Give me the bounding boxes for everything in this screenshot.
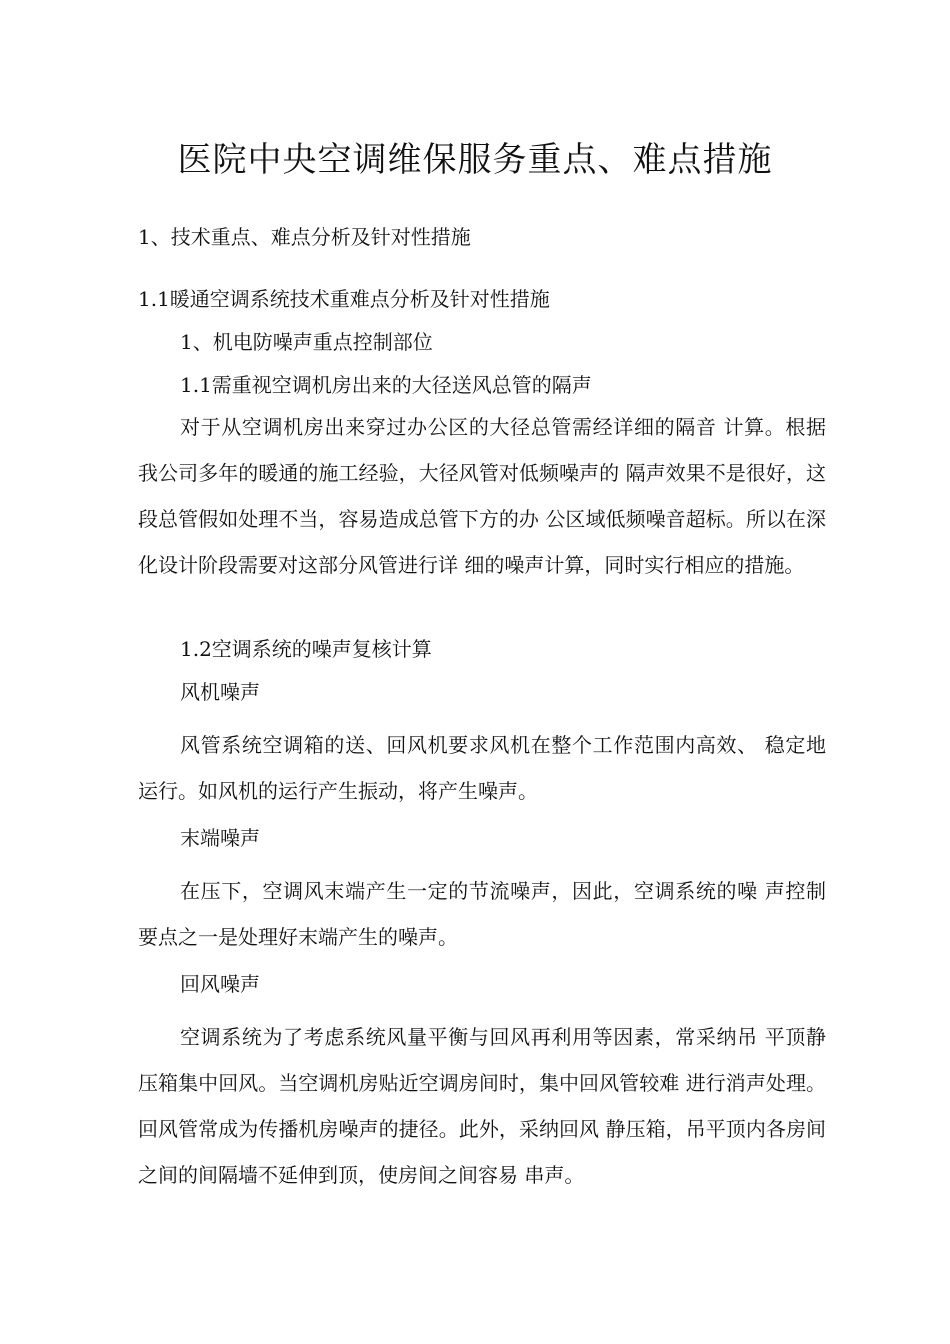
heading-1: 1、技术重点、难点分析及针对性措施	[138, 225, 471, 249]
heading-1-1: 1.1暖通空调系统技术重难点分析及针对性措施	[138, 287, 550, 311]
document-title: 医院中央空调维保服务重点、难点措施	[177, 140, 773, 180]
paragraph-fan-noise: 风管系统空调箱的送、回风机要求风机在整个工作范围内高效、 稳定地运行。如风机的运行产生振动，将产生噪声。	[138, 733, 826, 803]
item-1-heading: 1、机电防噪声重点控制部位	[180, 330, 433, 354]
paragraph-insulation: 对于从空调机房出来穿过办公区的大径总管需经详细的隔音 计算。根据我公司多年的暖通的施工经验，大径风管对低频噪声的 隔声效果不是很好，这段总管假如处理不当，容易造成总管下方的办 公区域低频噪音超标。所以在深化设计阶段需要对这部分风管进行详 细的噪声计算，同时实行相应的措施。	[138, 415, 826, 577]
paragraph-terminal-noise: 在压下，空调风末端产生一定的节流噪声，因此，空调系统的噪 声控制要点之一是处理好末端产生的噪声。	[138, 879, 826, 949]
item-1-1-heading: 1.1需重视空调机房出来的大径送风总管的隔声	[180, 373, 592, 397]
paragraph-return-air-noise: 空调系统为了考虑系统风量平衡与回风再利用等因素，常采纳吊 平顶静压箱集中回风。当空调机房贴近空调房间时，集中回风管较难 进行消声处理。回风管常成为传播机房噪声的捷径。此外，采纳回风 静压箱，吊平顶内各房间之间的间隔墙不延伸到顶，使房间之间容易 串声。	[138, 1025, 826, 1187]
subheading-fan-noise: 风机噪声	[180, 680, 260, 704]
subheading-return-air-noise: 回风噪声	[180, 972, 260, 996]
item-1-2-heading: 1.2空调系统的噪声复核计算	[180, 637, 432, 661]
subheading-terminal-noise: 末端噪声	[180, 826, 260, 850]
